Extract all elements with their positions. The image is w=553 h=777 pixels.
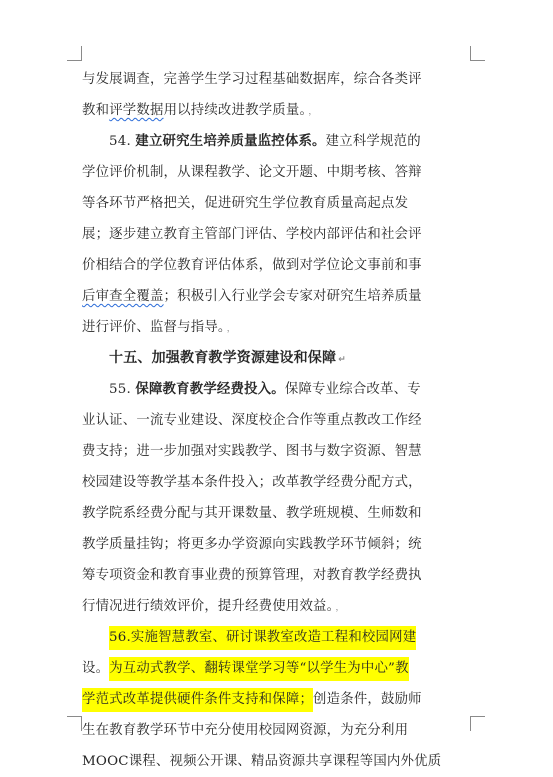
text-line: MOOC课程、视频公开课、精品资源共享课程等国内外优质 — [82, 754, 442, 769]
text-line: 展；逐步建立教育主管部门评估、学校内部评估和社会评 — [82, 227, 422, 242]
text-line: 价相结合的学位教育评估体系，做到对学位论文事前和事 — [82, 258, 422, 273]
text-line: 费支持；进一步加强对实践教学、图书与数字资源、智慧 — [82, 444, 422, 459]
text-line: 54. 建立研究生培养质量监控体系。建立科学规范的 — [109, 133, 421, 149]
text-line: 等各环节严格把关，促进研究生学位教育质量高起点发 — [82, 196, 409, 211]
paragraph-heading: 建立研究生培养质量监控体系。 — [135, 133, 326, 149]
text-line: 筹专项资金和教育事业费的预算管理，对教育教学经费执 — [82, 568, 422, 583]
paragraph-mark: ， — [308, 107, 318, 117]
spelling-flag: 后审查全覆盖 — [82, 289, 164, 304]
text-line: 教和评学数据用以持续改进教学质量。 ， — [82, 103, 318, 118]
document-body[interactable] — [82, 64, 474, 777]
spelling-flag: 评学数据 — [109, 103, 164, 118]
paragraph-mark: ， — [226, 324, 236, 334]
paragraph-mark: ， — [335, 603, 345, 613]
text-line: 生在教育教学环节中充分使用校园网资源，为充分利用 — [82, 723, 409, 738]
highlight: 学范式改革提供硬件条件支持和保障； — [82, 688, 313, 712]
text-line: 行情况进行绩效评价，提升经费使用效益。 ， — [82, 599, 345, 614]
text-line: 教学质量挂钩；将更多办学资源向实践教学环节倾斜；统 — [82, 537, 422, 552]
section-heading: 十五、加强教育教学资源建设和保障 ↵ — [109, 350, 346, 366]
text-line: 校园建设等教学基本条件投入；改革教学经费分配方式， — [82, 475, 422, 490]
crop-mark-top-right — [470, 46, 485, 61]
paragraph-mark: ↵ — [338, 355, 346, 365]
text-line: 业认证、一流专业建设、深度校企合作等重点教改工作经 — [82, 413, 422, 428]
highlight: 56.实施智慧教室、研讨课教室改造工程和校园网建 — [109, 626, 416, 650]
text-line: 教学院系经费分配与其开课数量、教学班规模、生师数和 — [82, 506, 422, 521]
text-line: 与发展调查，完善学生学习过程基础数据库，综合各类评 — [82, 72, 422, 87]
highlight: 为互动式教学、翻转课堂学习等“以学生为中心”教 — [109, 657, 409, 681]
text-line: 学范式改革提供硬件条件支持和保障；创造条件，鼓励师 — [82, 684, 474, 715]
text-line: 学位评价机制，从课程教学、论文开题、中期考核、答辩 — [82, 165, 422, 180]
text-line: 进行评价、监督与指导。 ， — [82, 320, 236, 335]
text-line: 设。为互动式教学、翻转课堂学习等“以学生为中心”教 — [82, 653, 474, 684]
crop-mark-top-left — [67, 46, 82, 61]
text-line-highlighted — [82, 622, 474, 653]
text-line: 后审查全覆盖；积极引入行业学会专家对研究生培养质量 — [82, 289, 422, 304]
crop-mark-bottom-left — [67, 716, 82, 731]
text-line: 55. 保障教育教学经费投入。保障专业综合改革、专 — [109, 381, 421, 397]
paragraph-heading: 保障教育教学经费投入。 — [135, 381, 285, 397]
